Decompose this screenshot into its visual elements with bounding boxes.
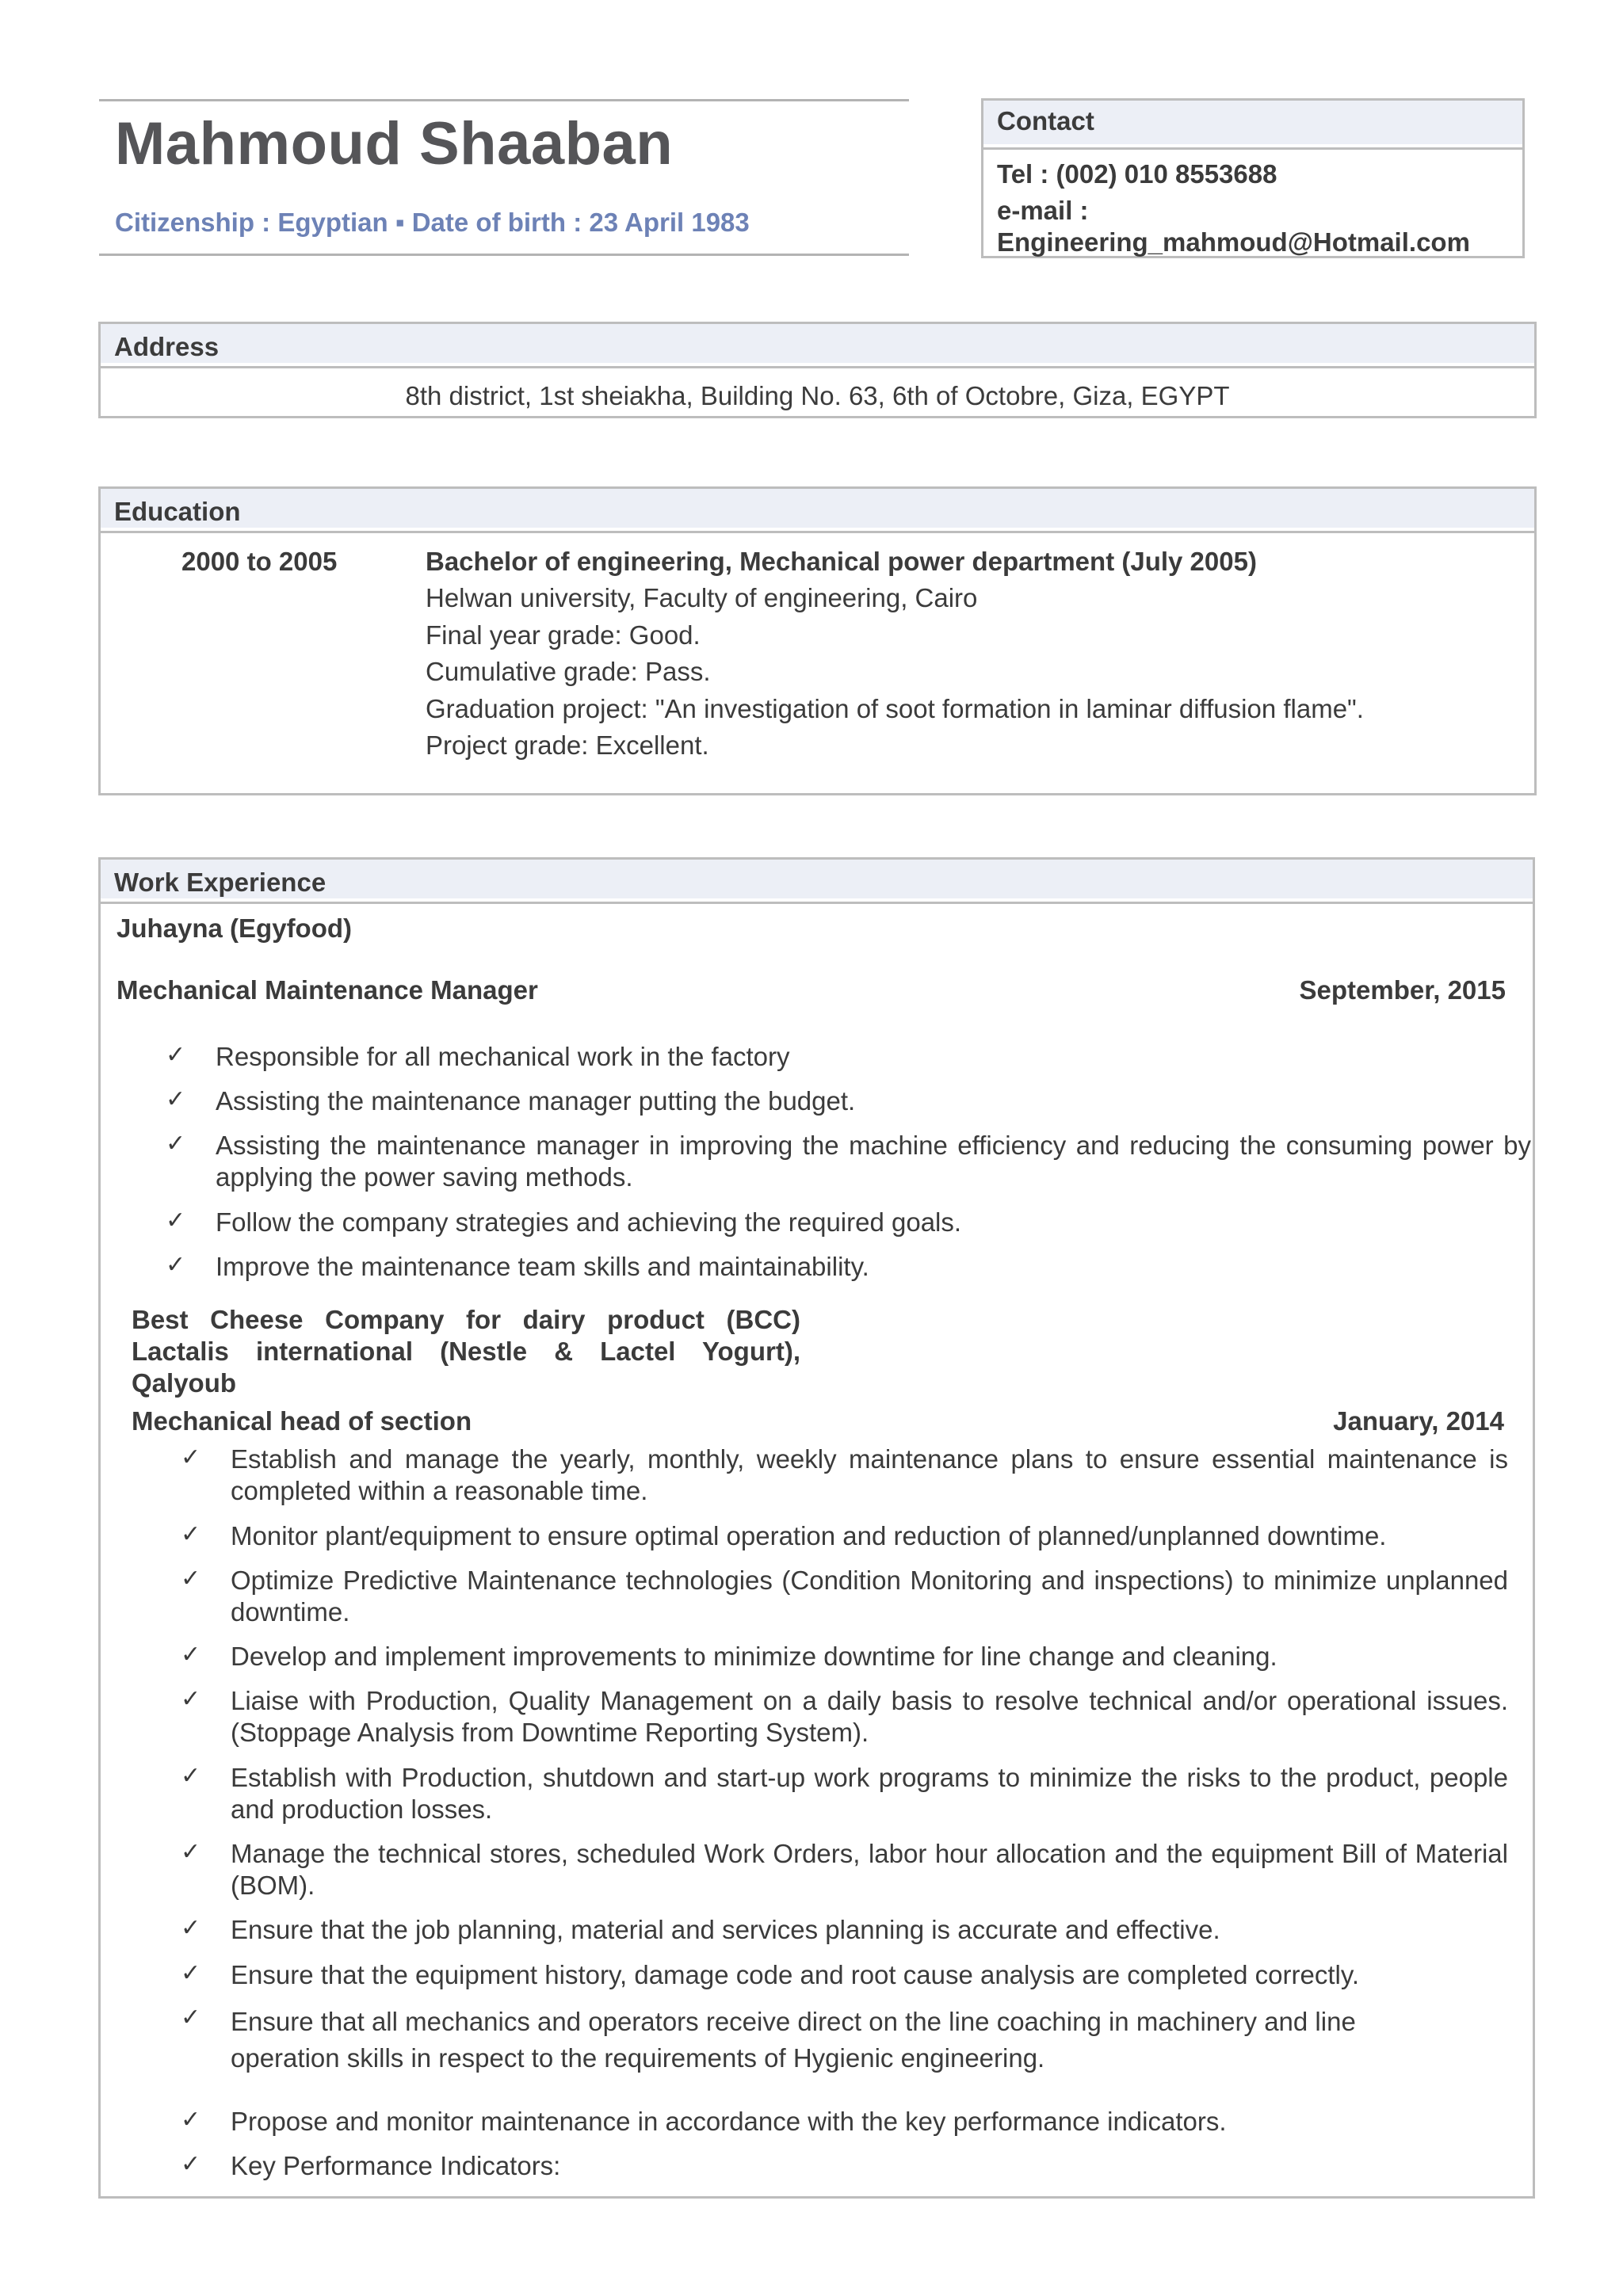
address-box bbox=[98, 322, 1537, 418]
job2-bullet: Manage the technical stores, scheduled Work Orders, labor hour allocation and the equipment Bill of Material (BOM). bbox=[231, 1839, 1508, 1900]
check-icon: ✓ bbox=[181, 1565, 201, 1592]
job2-bullet: Ensure that the job planning, material and services planning is accurate and effective. bbox=[231, 1915, 1220, 1944]
contact-header bbox=[983, 101, 1522, 147]
address-title: Address bbox=[114, 332, 220, 361]
check-icon: ✓ bbox=[181, 1520, 201, 1548]
work-experience-title: Work Experience bbox=[114, 868, 327, 897]
check-icon: ✓ bbox=[181, 2150, 201, 2178]
contact-header-gap bbox=[983, 144, 1522, 150]
check-icon: ✓ bbox=[181, 1444, 201, 1471]
contact-tel: Tel : (002) 010 8553688 bbox=[997, 159, 1277, 189]
education-line: Graduation project: "An investigation of soot formation in laminar diffusion flame". bbox=[426, 694, 1364, 723]
contact-box bbox=[981, 98, 1525, 258]
check-icon: ✓ bbox=[181, 1838, 201, 1866]
citizenship-line: Citizenship : Egyptian ▪ Date of birth : 23 April 1983 bbox=[115, 208, 750, 237]
job1-bullet: Improve the maintenance team skills and maintainability. bbox=[216, 1252, 869, 1281]
name-top-rule bbox=[99, 99, 909, 101]
education-degree: Bachelor of engineering, Mechanical power department (July 2005) bbox=[426, 547, 1257, 576]
education-header-gap bbox=[101, 528, 1534, 533]
name-bottom-rule bbox=[99, 254, 909, 256]
work-experience-header bbox=[101, 860, 1533, 901]
work-experience-box bbox=[98, 857, 1535, 2199]
education-line: Cumulative grade: Pass. bbox=[426, 657, 711, 686]
job2-company-line: Qalyoub bbox=[132, 1368, 237, 1398]
address-header-gap bbox=[101, 363, 1534, 368]
job1-company: Juhayna (Egyfood) bbox=[116, 913, 353, 943]
education-line: Helwan university, Faculty of engineering, Cairo bbox=[426, 583, 978, 612]
check-icon: ✓ bbox=[181, 1641, 201, 1669]
contact-title: Contact bbox=[997, 106, 1094, 135]
job2-company-line: Lactalis international (Nestle & Lactel Yogurt), bbox=[132, 1337, 800, 1366]
job1-bullet: Assisting the maintenance manager putting the budget. bbox=[216, 1086, 856, 1116]
check-icon: ✓ bbox=[181, 1685, 201, 1713]
check-icon: ✓ bbox=[181, 2004, 201, 2031]
check-icon: ✓ bbox=[181, 1762, 201, 1790]
job1-role: Mechanical Maintenance Manager bbox=[116, 975, 538, 1005]
check-icon: ✓ bbox=[166, 1251, 186, 1279]
job1-date: September, 2015 bbox=[1299, 975, 1506, 1005]
job2-bullet: Establish with Production, shutdown and start-up work programs to minimize the risks to the product, people and production losses. bbox=[231, 1763, 1508, 1824]
contact-email[interactable]: Engineering_mahmoud@Hotmail.com bbox=[997, 227, 1470, 257]
check-icon: ✓ bbox=[166, 1130, 186, 1158]
job2-bullet: Develop and implement improvements to minimize downtime for line change and cleaning. bbox=[231, 1642, 1277, 1671]
job2-bullet: Optimize Predictive Maintenance technologies (Condition Monitoring and inspections) to minimize unplanned downtime. bbox=[231, 1566, 1508, 1627]
candidate-name: Mahmoud Shaaban bbox=[115, 110, 674, 177]
job2-bullet: Liaise with Production, Quality Management on a daily basis to resolve technical and/or operational issues. (Stoppage Analysis from Downtime Reporting System). bbox=[231, 1686, 1508, 1747]
education-header bbox=[101, 489, 1534, 530]
address-header bbox=[101, 324, 1534, 365]
check-icon: ✓ bbox=[166, 1085, 186, 1113]
contact-email-label: e-mail : bbox=[997, 196, 1089, 225]
education-title: Education bbox=[114, 497, 241, 526]
education-line: Final year grade: Good. bbox=[426, 620, 701, 650]
work-header-gap bbox=[101, 898, 1533, 904]
job2-bullet: Establish and manage the yearly, monthly, weekly maintenance plans to ensure essential maintenance is completed within a reasonable time. bbox=[231, 1444, 1508, 1505]
job2-bullet: Monitor plant/equipment to ensure optimal operation and reduction of planned/unplanned downtime. bbox=[231, 1521, 1387, 1550]
job2-bullet: Ensure that the equipment history, damage code and root cause analysis are completed correctly. bbox=[231, 1960, 1360, 1989]
check-icon: ✓ bbox=[166, 1207, 186, 1234]
check-icon: ✓ bbox=[181, 1959, 201, 1987]
job1-bullet: Follow the company strategies and achieving the required goals. bbox=[216, 1207, 962, 1237]
job1-bullet: Responsible for all mechanical work in the factory bbox=[216, 1042, 790, 1071]
job2-date: January, 2014 bbox=[1333, 1406, 1504, 1436]
job2-role: Mechanical head of section bbox=[132, 1406, 472, 1436]
check-icon: ✓ bbox=[181, 2106, 201, 2134]
job2-bullet: Ensure that all mechanics and operators receive direct on the line coaching in machinery and line operation skills in respect to the requirements of Hygienic engineering. bbox=[231, 2007, 1356, 2073]
education-period: 2000 to 2005 bbox=[181, 547, 338, 576]
job1-bullet: Assisting the maintenance manager in improving the machine efficiency and reducing the consuming power by applying the power saving methods. bbox=[216, 1131, 1531, 1192]
job2-company-line: Best Cheese Company for dairy product (BCC) bbox=[132, 1305, 800, 1334]
job2-bullet: Key Performance Indicators: bbox=[231, 2151, 561, 2180]
address-text: 8th district, 1st sheiakha, Building No. 63, 6th of Octobre, Giza, EGYPT bbox=[405, 381, 1230, 410]
education-box bbox=[98, 486, 1537, 795]
check-icon: ✓ bbox=[166, 1041, 186, 1069]
education-line: Project grade: Excellent. bbox=[426, 730, 709, 760]
check-icon: ✓ bbox=[181, 1914, 201, 1942]
job2-bullet: Propose and monitor maintenance in accordance with the key performance indicators. bbox=[231, 2107, 1227, 2136]
